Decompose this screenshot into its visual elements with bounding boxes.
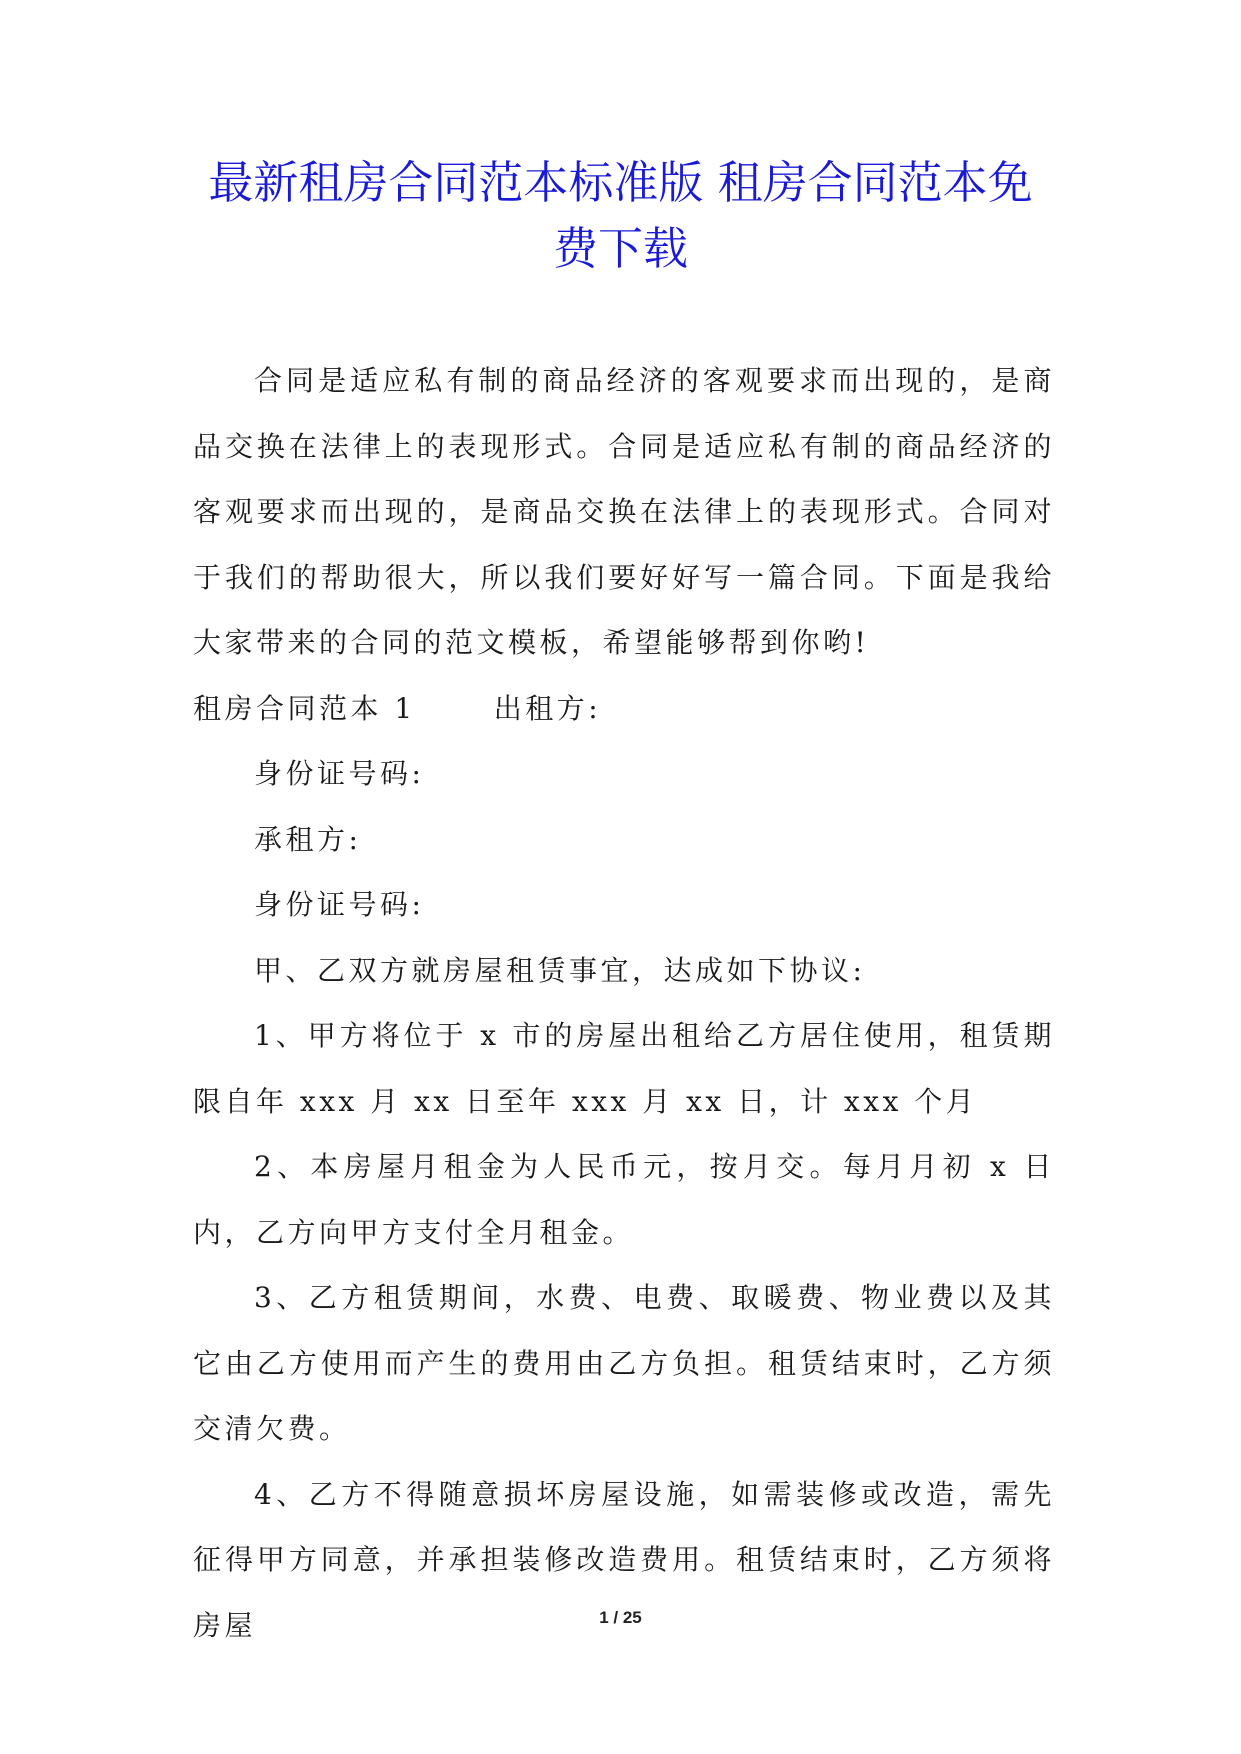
template-heading: 租房合同范本 1: [193, 691, 416, 725]
template-heading-row: [193, 676, 1055, 742]
document-title: [150, 150, 1091, 282]
lessee-id-label: 身份证号码:: [254, 888, 425, 921]
page-number: 1 / 25: [599, 1608, 642, 1627]
lessor-id-label: 身份证号码:: [254, 757, 425, 790]
lessor-label: 出租方:: [493, 691, 602, 725]
intro-paragraph: 合同是适应私有制的商品经济的客观要求而出现的，是商品交换在法律上的表现形式。合同是适应私有制的商品经济的客观要求而出现的，是商品交换在法律上的表现形式。合同对于我们的帮助很大，所以我们要好好写一篇合同。下面是我给大家带来的合同的范文模板，希望能够帮到你哟!: [193, 364, 1055, 659]
clause-1: 1、甲方将位于 x 市的房屋出租给乙方居住使用，租赁期限自年 xxx 月 xx 日至年 xxx 月 xx 日，计 xxx 个月: [193, 1019, 1055, 1118]
clause-3: 3、乙方租赁期间，水费、电费、取暖费、物业费以及其它由乙方使用而产生的费用由乙方负担。租赁结束时，乙方须交清欠费。: [193, 1281, 1055, 1445]
clause-2: 2、本房屋月租金为人民币元，按月交。每月月初 x 日内，乙方向甲方支付全月租金。: [193, 1150, 1055, 1249]
title-line-1: 最新租房合同范本标准版 租房合同范本免: [208, 156, 1033, 209]
title-line-2: 费下载: [552, 222, 688, 275]
clause-4: 4、乙方不得随意损坏房屋设施，如需装修或改造，需先征得甲方同意，并承担装修改造费用。租赁结束时，乙方须将房屋: [193, 1477, 1055, 1642]
agreement-intro: 甲、乙双方就房屋租赁事宜，达成如下协议:: [254, 953, 866, 987]
document-body: [193, 348, 1055, 1658]
lessee-label: 承租方:: [254, 822, 362, 856]
